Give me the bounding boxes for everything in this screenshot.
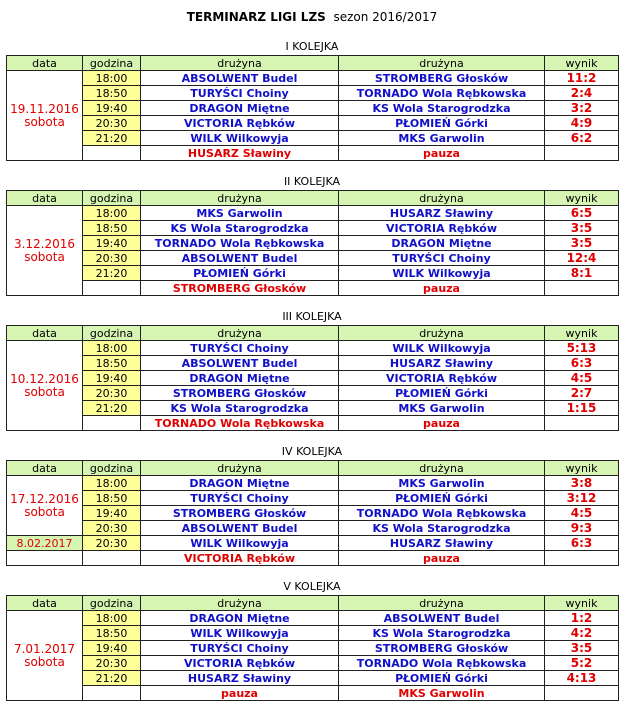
header-team2: drużyna (339, 461, 545, 476)
match-result: 8:1 (545, 266, 619, 281)
home-team: TURYŚCI Choiny (141, 491, 339, 506)
match-result: 11:2 (545, 71, 619, 86)
match-time: 18:50 (83, 86, 141, 101)
match-row (7, 476, 619, 491)
header-row (7, 326, 619, 341)
away-team: HUSARZ Sławiny (339, 536, 545, 551)
home-team: ABSOLWENT Budel (141, 356, 339, 371)
round-table (6, 595, 619, 701)
match-result: 4:2 (545, 626, 619, 641)
round-table (6, 190, 619, 296)
match-row (7, 671, 619, 686)
header-result: wynik (545, 56, 619, 71)
away-team: MKS Garwolin (339, 131, 545, 146)
match-row (7, 386, 619, 401)
away-team: MKS Garwolin (339, 401, 545, 416)
match-time: 18:00 (83, 206, 141, 221)
match-time: 19:40 (83, 371, 141, 386)
header-team2: drużyna (339, 56, 545, 71)
match-time: 18:00 (83, 71, 141, 86)
match-time: 21:20 (83, 266, 141, 281)
round-title: V KOLEJKA (283, 580, 341, 593)
match-time: 20:30 (83, 536, 141, 551)
bye-row (7, 551, 619, 566)
home-team: DRAGON Miętne (141, 371, 339, 386)
header-team1: drużyna (141, 191, 339, 206)
match-time: 21:20 (83, 131, 141, 146)
home-team: HUSARZ Sławiny (141, 671, 339, 686)
header-time: godzina (83, 596, 141, 611)
away-team: MKS Garwolin (339, 476, 545, 491)
home-team: WILK Wilkowyja (141, 626, 339, 641)
match-time: 20:30 (83, 656, 141, 671)
home-team: TURYŚCI Choiny (141, 86, 339, 101)
match-row (7, 611, 619, 626)
header-time: godzina (83, 56, 141, 71)
bye-row (7, 686, 619, 701)
away-team: HUSARZ Sławiny (339, 206, 545, 221)
match-time: 18:50 (83, 356, 141, 371)
bye-label: pauza (339, 551, 545, 566)
header-row (7, 191, 619, 206)
match-row (7, 101, 619, 116)
bye-label: pauza (339, 281, 545, 296)
time-empty (83, 416, 141, 431)
match-date: 7.01.2017 sobota (7, 611, 83, 701)
home-team: DRAGON Miętne (141, 101, 339, 116)
away-team: VICTORIA Rębków (339, 221, 545, 236)
match-row (7, 341, 619, 356)
match-result: 4:5 (545, 506, 619, 521)
page-title (0, 10, 624, 24)
home-team: VICTORIA Rębków (141, 656, 339, 671)
time-empty (83, 686, 141, 701)
date-empty (7, 551, 83, 566)
away-team: TORNADO Wola Rębkowska (339, 86, 545, 101)
away-team: TURYŚCI Choiny (339, 251, 545, 266)
home-team: TORNADO Wola Rębkowska (141, 236, 339, 251)
bye-team: STROMBERG Głosków (141, 281, 339, 296)
match-result: 6:5 (545, 206, 619, 221)
away-team: PŁOMIEŃ Górki (339, 671, 545, 686)
away-team: STROMBERG Głosków (339, 641, 545, 656)
match-result: 4:5 (545, 371, 619, 386)
match-row (7, 371, 619, 386)
bye-label: pauza (339, 416, 545, 431)
home-team: DRAGON Miętne (141, 476, 339, 491)
match-row (7, 131, 619, 146)
away-team: KS Wola Starogrodzka (339, 521, 545, 536)
match-row (7, 221, 619, 236)
match-time: 18:50 (83, 626, 141, 641)
match-time: 18:50 (83, 491, 141, 506)
match-result: 6:3 (545, 536, 619, 551)
header-date: data (7, 596, 83, 611)
header-team1: drużyna (141, 56, 339, 71)
bye-row (7, 281, 619, 296)
match-time: 21:20 (83, 401, 141, 416)
away-team: WILK Wilkowyja (339, 341, 545, 356)
match-result: 12:4 (545, 251, 619, 266)
round-table (6, 55, 619, 161)
home-team: WILK Wilkowyja (141, 131, 339, 146)
round-title: III KOLEJKA (282, 310, 342, 323)
header-row (7, 56, 619, 71)
away-team: KS Wola Starogrodzka (339, 101, 545, 116)
round-title: II KOLEJKA (283, 175, 341, 188)
home-team: KS Wola Starogrodzka (141, 401, 339, 416)
match-result: 5:2 (545, 656, 619, 671)
home-team: STROMBERG Głosków (141, 506, 339, 521)
header-date: data (7, 326, 83, 341)
header-result: wynik (545, 326, 619, 341)
result-empty (545, 281, 619, 296)
match-time: 20:30 (83, 251, 141, 266)
header-team2: drużyna (339, 191, 545, 206)
home-team: WILK Wilkowyja (141, 536, 339, 551)
header-date: data (7, 461, 83, 476)
match-date: 3.12.2016 sobota (7, 206, 83, 296)
match-time: 18:00 (83, 611, 141, 626)
match-result: 3:8 (545, 476, 619, 491)
bye-team: HUSARZ Sławiny (141, 146, 339, 161)
result-empty (545, 146, 619, 161)
match-row (7, 266, 619, 281)
match-result: 6:2 (545, 131, 619, 146)
match-time: 19:40 (83, 236, 141, 251)
away-team: KS Wola Starogrodzka (339, 626, 545, 641)
away-team: VICTORIA Rębków (339, 371, 545, 386)
match-row (7, 116, 619, 131)
home-team: TURYŚCI Choiny (141, 341, 339, 356)
header-team2: drużyna (339, 596, 545, 611)
match-result: 4:9 (545, 116, 619, 131)
bye-team: TORNADO Wola Rębkowska (141, 416, 339, 431)
away-team: PŁOMIEŃ Górki (339, 116, 545, 131)
away-team: HUSARZ Sławiny (339, 356, 545, 371)
round-title: IV KOLEJKA (281, 445, 343, 458)
match-result: 3:12 (545, 491, 619, 506)
time-empty (83, 551, 141, 566)
match-row (7, 251, 619, 266)
match-row (7, 356, 619, 371)
away-team: PŁOMIEŃ Górki (339, 491, 545, 506)
match-row (7, 536, 619, 551)
header-time: godzina (83, 461, 141, 476)
away-team: WILK Wilkowyja (339, 266, 545, 281)
match-result: 2:7 (545, 386, 619, 401)
header-team1: drużyna (141, 326, 339, 341)
match-time: 19:40 (83, 641, 141, 656)
header-date: data (7, 191, 83, 206)
match-result: 9:3 (545, 521, 619, 536)
bye-team: MKS Garwolin (339, 686, 545, 701)
away-team: STROMBERG Głosków (339, 71, 545, 86)
match-time: 20:30 (83, 521, 141, 536)
home-team: ABSOLWENT Budel (141, 71, 339, 86)
time-empty (83, 146, 141, 161)
bye-label: pauza (339, 146, 545, 161)
home-team: MKS Garwolin (141, 206, 339, 221)
time-empty (83, 281, 141, 296)
match-result: 4:13 (545, 671, 619, 686)
header-row (7, 596, 619, 611)
match-result: 3:2 (545, 101, 619, 116)
match-time: 20:30 (83, 386, 141, 401)
bye-row (7, 146, 619, 161)
home-team: VICTORIA Rębków (141, 116, 339, 131)
away-team: DRAGON Miętne (339, 236, 545, 251)
header-time: godzina (83, 326, 141, 341)
match-time: 18:00 (83, 341, 141, 356)
header-result: wynik (545, 596, 619, 611)
match-result: 3:5 (545, 221, 619, 236)
match-result: 5:13 (545, 341, 619, 356)
match-result: 3:5 (545, 641, 619, 656)
match-result: 1:2 (545, 611, 619, 626)
match-time: 20:30 (83, 116, 141, 131)
match-row (7, 206, 619, 221)
match-result: 2:4 (545, 86, 619, 101)
match-result: 6:3 (545, 356, 619, 371)
match-row (7, 521, 619, 536)
season-label: sezon 2016/2017 (333, 10, 438, 24)
home-team: DRAGON Miętne (141, 611, 339, 626)
match-row (7, 626, 619, 641)
result-empty (545, 686, 619, 701)
home-team: PŁOMIEŃ Górki (141, 266, 339, 281)
header-time: godzina (83, 191, 141, 206)
match-time: 21:20 (83, 671, 141, 686)
away-team: TORNADO Wola Rębkowska (339, 506, 545, 521)
header-result: wynik (545, 461, 619, 476)
match-date: 17.12.2016 sobota (7, 476, 83, 536)
header-team2: drużyna (339, 326, 545, 341)
match-row (7, 236, 619, 251)
match-time: 18:50 (83, 221, 141, 236)
bye-row (7, 416, 619, 431)
match-result: 3:5 (545, 236, 619, 251)
match-row (7, 86, 619, 101)
bye-team: VICTORIA Rębków (141, 551, 339, 566)
home-team: STROMBERG Głosków (141, 386, 339, 401)
header-date: data (7, 56, 83, 71)
match-row (7, 656, 619, 671)
match-row (7, 71, 619, 86)
result-empty (545, 551, 619, 566)
away-team: TORNADO Wola Rębkowska (339, 656, 545, 671)
away-team: ABSOLWENT Budel (339, 611, 545, 626)
match-time: 18:00 (83, 476, 141, 491)
match-result: 1:15 (545, 401, 619, 416)
match-row (7, 641, 619, 656)
match-row (7, 401, 619, 416)
header-row (7, 461, 619, 476)
away-team: PŁOMIEŃ Górki (339, 386, 545, 401)
home-team: KS Wola Starogrodzka (141, 221, 339, 236)
header-result: wynik (545, 191, 619, 206)
header-team1: drużyna (141, 461, 339, 476)
match-row (7, 491, 619, 506)
match-date: 10.12.2016 sobota (7, 341, 83, 431)
match-time: 19:40 (83, 506, 141, 521)
match-date: 19.11.2016 sobota (7, 71, 83, 161)
match-date: 8.02.2017 (7, 536, 83, 551)
round-title: I KOLEJKA (285, 40, 339, 53)
round-table (6, 325, 619, 431)
result-empty (545, 416, 619, 431)
match-row (7, 506, 619, 521)
home-team: ABSOLWENT Budel (141, 521, 339, 536)
match-time: 19:40 (83, 101, 141, 116)
league-title: TERMINARZ LIGI LZS (186, 10, 326, 24)
home-team: TURYŚCI Choiny (141, 641, 339, 656)
header-team1: drużyna (141, 596, 339, 611)
home-team: ABSOLWENT Budel (141, 251, 339, 266)
bye-label: pauza (141, 686, 339, 701)
round-table (6, 460, 619, 566)
